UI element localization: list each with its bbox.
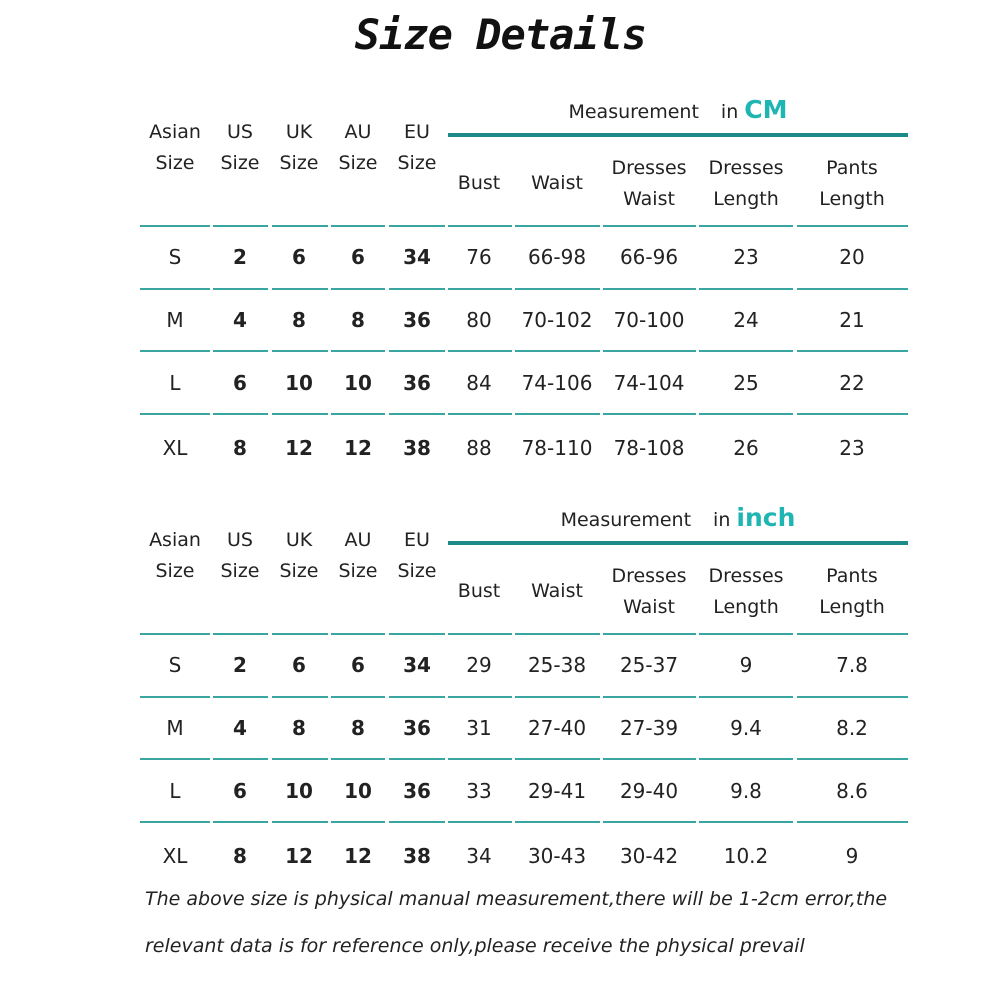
header-line-2: Length [819, 188, 885, 210]
table-cell: 78-108 [613, 436, 685, 460]
column-header [797, 561, 907, 623]
row-divider [448, 350, 512, 352]
table-cell: 8 [292, 308, 306, 332]
size-label: S [168, 245, 182, 269]
row-divider [515, 633, 600, 635]
row-divider [603, 350, 696, 352]
table-cell: 4 [233, 308, 247, 332]
table-cell: 36 [403, 779, 431, 803]
note-line-2: relevant data is for reference only,please receive the physical prevail [145, 935, 805, 957]
row-divider [331, 821, 385, 823]
row-divider [140, 696, 210, 698]
table-cell: 4 [233, 716, 247, 740]
column-header [269, 117, 329, 179]
row-divider [140, 225, 210, 227]
row-divider [699, 350, 793, 352]
unit-prefix: in [713, 509, 737, 531]
table-cell: 12 [344, 436, 372, 460]
row-divider [213, 821, 268, 823]
row-divider [213, 633, 268, 635]
table-cell: 88 [466, 436, 492, 460]
row-divider [515, 413, 600, 415]
column-header [210, 525, 270, 587]
column-header [328, 117, 388, 179]
column-header [602, 561, 697, 623]
table-cell: 74-104 [613, 371, 685, 395]
row-divider [272, 696, 328, 698]
row-divider [389, 225, 445, 227]
column-header [512, 168, 602, 199]
table-cell: 23 [733, 245, 759, 269]
row-divider [272, 225, 328, 227]
column-header [512, 576, 602, 607]
table-cell: 24 [733, 308, 759, 332]
header-line-2: Waist [623, 188, 675, 210]
row-divider [603, 821, 696, 823]
row-divider [213, 758, 268, 760]
row-divider [515, 696, 600, 698]
row-divider [797, 821, 908, 823]
measurement-rule [448, 541, 908, 545]
row-divider [448, 288, 512, 290]
column-header [210, 117, 270, 179]
row-divider [140, 288, 210, 290]
table-cell: 7.8 [836, 653, 868, 677]
row-divider [140, 350, 210, 352]
table-cell: 6 [292, 245, 306, 269]
row-divider [389, 288, 445, 290]
measurement-unit [721, 95, 788, 124]
row-divider [699, 288, 793, 290]
table-cell: 70-102 [521, 308, 593, 332]
measurement-title [448, 503, 908, 533]
table-cell: 38 [403, 436, 431, 460]
row-divider [699, 758, 793, 760]
row-divider [797, 413, 908, 415]
column-header [449, 168, 509, 199]
row-divider [272, 350, 328, 352]
column-header [696, 153, 796, 215]
header-line-1: Asian [149, 529, 201, 551]
row-divider [140, 413, 210, 415]
row-divider [389, 758, 445, 760]
row-divider [272, 633, 328, 635]
row-divider [603, 633, 696, 635]
table-cell: 29-40 [619, 779, 679, 803]
column-header [696, 561, 796, 623]
header-line-2: Size [155, 152, 195, 174]
table-cell: 8 [233, 844, 247, 868]
row-divider [140, 758, 210, 760]
table-cell: 12 [285, 844, 313, 868]
row-divider [331, 696, 385, 698]
table-cell: 10 [285, 371, 313, 395]
header-line-2: Size [155, 560, 195, 582]
column-header [449, 576, 509, 607]
row-divider [213, 413, 268, 415]
row-divider [515, 758, 600, 760]
row-divider [272, 758, 328, 760]
header-line-1: Dresses [611, 157, 687, 179]
table-cell: 21 [839, 308, 865, 332]
row-divider [213, 350, 268, 352]
column-header [387, 117, 447, 179]
row-divider [603, 225, 696, 227]
row-divider [331, 633, 385, 635]
note-line-1: The above size is physical manual measurement,there will be 1-2cm error,the [145, 888, 888, 910]
header-line-2: Size [279, 560, 319, 582]
table-cell: 66-98 [527, 245, 587, 269]
row-divider [331, 413, 385, 415]
table-cell: 8.2 [836, 716, 868, 740]
column-header [602, 153, 697, 215]
table-cell: 23 [839, 436, 865, 460]
size-label: XL [162, 436, 188, 460]
table-cell: 8 [292, 716, 306, 740]
table-cell: 10 [285, 779, 313, 803]
measurement-unit [713, 503, 795, 532]
row-divider [699, 413, 793, 415]
header-line-1: Bust [457, 172, 501, 194]
row-divider [448, 633, 512, 635]
header-line-1: Asian [149, 121, 201, 143]
row-divider [797, 696, 908, 698]
row-divider [448, 696, 512, 698]
row-divider [797, 633, 908, 635]
unit-prefix: in [720, 101, 745, 123]
header-line-2: Size [279, 152, 319, 174]
table-cell: 66-96 [619, 245, 679, 269]
row-divider [603, 288, 696, 290]
column-header [140, 117, 210, 179]
row-divider [515, 350, 600, 352]
header-line-2: Length [713, 596, 779, 618]
table-cell: 12 [344, 844, 372, 868]
header-line-1: EU [404, 121, 430, 143]
header-line-1: US [227, 121, 253, 143]
row-divider [331, 225, 385, 227]
table-cell: 34 [403, 653, 431, 677]
header-line-1: UK [285, 529, 313, 551]
table-cell: 80 [466, 308, 492, 332]
header-line-2: Length [713, 188, 779, 210]
row-divider [448, 821, 512, 823]
table-cell: 8 [351, 308, 365, 332]
header-line-1: AU [344, 529, 372, 551]
row-divider [699, 821, 793, 823]
size-table-inch [0, 503, 1001, 873]
table-cell: 2 [233, 245, 247, 269]
header-line-1: Bust [457, 580, 501, 602]
header-line-2: Size [220, 560, 260, 582]
column-header [797, 153, 907, 215]
size-label: S [168, 653, 182, 677]
row-divider [699, 225, 793, 227]
row-divider [797, 225, 908, 227]
table-cell: 36 [403, 371, 431, 395]
header-line-2: Length [819, 596, 885, 618]
size-table-cm [0, 95, 1001, 465]
row-divider [140, 821, 210, 823]
column-header [140, 525, 210, 587]
table-cell: 6 [233, 779, 247, 803]
table-cell: 29-41 [527, 779, 587, 803]
header-line-1: Pants [826, 565, 878, 587]
row-divider [515, 225, 600, 227]
header-line-2: Waist [623, 596, 675, 618]
row-divider [140, 633, 210, 635]
header-line-2: Size [220, 152, 260, 174]
row-divider [699, 696, 793, 698]
size-label: M [166, 308, 184, 332]
header-line-2: Size [338, 152, 378, 174]
table-cell: 12 [285, 436, 313, 460]
header-line-1: Dresses [708, 157, 784, 179]
table-cell: 29 [466, 653, 492, 677]
header-line-1: UK [285, 121, 313, 143]
header-line-2: Size [397, 152, 437, 174]
table-cell: 25 [733, 371, 759, 395]
row-divider [603, 758, 696, 760]
table-cell: 34 [403, 245, 431, 269]
header-line-2: Size [397, 560, 437, 582]
table-cell: 9 [739, 653, 753, 677]
row-divider [797, 288, 908, 290]
header-line-2: Size [338, 560, 378, 582]
measurement-label: Measurement [568, 101, 699, 123]
unit-label: inch [736, 503, 796, 532]
row-divider [515, 821, 600, 823]
table-cell: 8 [233, 436, 247, 460]
row-divider [389, 350, 445, 352]
row-divider [213, 225, 268, 227]
table-cell: 9.4 [730, 716, 762, 740]
header-line-1: Dresses [708, 565, 784, 587]
table-cell: 70-100 [613, 308, 685, 332]
row-divider [331, 350, 385, 352]
row-divider [272, 288, 328, 290]
table-cell: 74-106 [521, 371, 593, 395]
table-cell: 2 [233, 653, 247, 677]
table-cell: 30-43 [527, 844, 587, 868]
page-title: Size Details [354, 10, 647, 59]
row-divider [448, 225, 512, 227]
table-cell: 10.2 [723, 844, 769, 868]
header-line-1: AU [344, 121, 372, 143]
size-label: M [166, 716, 184, 740]
table-cell: 8 [351, 716, 365, 740]
row-divider [515, 288, 600, 290]
header-line-1: US [227, 529, 253, 551]
table-cell: 26 [733, 436, 759, 460]
row-divider [699, 633, 793, 635]
table-cell: 22 [839, 371, 865, 395]
table-cell: 10 [344, 371, 372, 395]
row-divider [389, 633, 445, 635]
row-divider [603, 696, 696, 698]
table-cell: 84 [466, 371, 492, 395]
measurement-label: Measurement [560, 509, 692, 531]
table-cell: 6 [292, 653, 306, 677]
header-line-1: Pants [826, 157, 878, 179]
row-divider [331, 758, 385, 760]
table-cell: 34 [466, 844, 492, 868]
row-divider [213, 288, 268, 290]
size-label: L [169, 779, 181, 803]
table-cell: 27-40 [527, 716, 587, 740]
table-cell: 25-37 [619, 653, 679, 677]
row-divider [213, 696, 268, 698]
size-label: XL [162, 844, 188, 868]
header-line-1: Waist [531, 172, 583, 194]
table-cell: 36 [403, 308, 431, 332]
table-cell: 9 [845, 844, 859, 868]
column-header [387, 525, 447, 587]
table-cell: 30-42 [619, 844, 679, 868]
row-divider [448, 758, 512, 760]
table-cell: 6 [233, 371, 247, 395]
table-cell: 36 [403, 716, 431, 740]
row-divider [389, 413, 445, 415]
row-divider [389, 696, 445, 698]
header-line-1: EU [404, 529, 430, 551]
table-cell: 6 [351, 245, 365, 269]
row-divider [448, 413, 512, 415]
measurement-rule [448, 133, 908, 137]
table-cell: 38 [403, 844, 431, 868]
table-cell: 8.6 [836, 779, 868, 803]
table-cell: 27-39 [619, 716, 679, 740]
table-cell: 6 [351, 653, 365, 677]
table-cell: 76 [466, 245, 492, 269]
column-header [269, 525, 329, 587]
table-cell: 78-110 [521, 436, 593, 460]
row-divider [797, 350, 908, 352]
row-divider [272, 413, 328, 415]
table-cell: 25-38 [527, 653, 587, 677]
header-line-1: Dresses [611, 565, 687, 587]
size-label: L [169, 371, 181, 395]
row-divider [603, 413, 696, 415]
row-divider [272, 821, 328, 823]
table-cell: 20 [839, 245, 865, 269]
measurement-title [448, 95, 908, 125]
table-cell: 10 [344, 779, 372, 803]
column-header [328, 525, 388, 587]
unit-label: CM [744, 95, 788, 124]
header-line-1: Waist [531, 580, 583, 602]
table-cell: 33 [466, 779, 492, 803]
row-divider [331, 288, 385, 290]
table-cell: 31 [466, 716, 492, 740]
row-divider [389, 821, 445, 823]
table-cell: 9.8 [730, 779, 762, 803]
row-divider [797, 758, 908, 760]
